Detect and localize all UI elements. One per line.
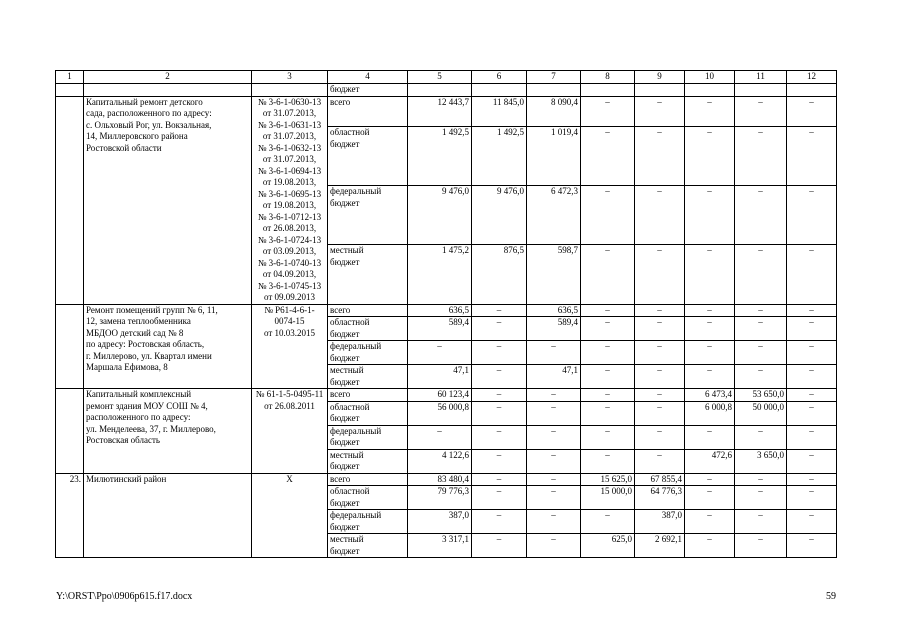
value-cell: – [527, 389, 581, 402]
value-cell: – [635, 186, 685, 245]
footer-file-path: Y:\ORST\Ppo\0906p615.f17.docx [56, 591, 193, 602]
value-cell: 4 122,6 [408, 449, 472, 473]
value-cell: 876,5 [472, 245, 527, 304]
value-cell: – [472, 534, 527, 558]
value-cell: – [685, 317, 735, 341]
budget-category: всего [328, 304, 408, 317]
value-cell: 1 475,2 [408, 245, 472, 304]
value-cell: 625,0 [581, 534, 635, 558]
value-cell: – [635, 365, 685, 389]
value-cell: – [472, 317, 527, 341]
value-cell: 589,4 [408, 317, 472, 341]
value-cell: – [735, 341, 787, 365]
document-ref: № 3-6-1-0630-13 от 31.07.2013, № 3-6-1-0631-13 от 31.07.2013, № 3-6-1-0632-13 от 31.07.2013, № 3-6-1-0694-13 от 19.08.2013, № 3-6-1-0695-13 от 19.08.2013, № 3-6-1-0712-13 от 26.08.2013, № 3-6-1-0724-13 от 03.09.2013, № 3-6-1-0740-13 от 04.09.2013, № 3-6-1-0745-13 от 09.09.2013 [252, 96, 328, 304]
row-number [56, 389, 84, 474]
budget-category: всего [328, 473, 408, 486]
value-cell: – [581, 401, 635, 425]
value-cell: 79 776,3 [408, 486, 472, 510]
budget-category: областной бюджет [328, 127, 408, 186]
budget-category: местный бюджет [328, 534, 408, 558]
value-cell: – [735, 425, 787, 449]
value-cell: – [635, 341, 685, 365]
value-cell: – [685, 486, 735, 510]
value-cell: – [787, 365, 837, 389]
value-cell: 1 492,5 [408, 127, 472, 186]
budget-category: областной бюджет [328, 401, 408, 425]
value-cell: 1 019,4 [527, 127, 581, 186]
value-cell: 15 625,0 [581, 473, 635, 486]
value-cell: – [527, 449, 581, 473]
value-cell [581, 84, 635, 97]
budget-category: местный бюджет [328, 365, 408, 389]
value-cell: – [685, 96, 735, 127]
object-name: Капитальный ремонт детского сада, расположенного по адресу: с. Ольховый Рог, ул. Вокзальная, 14, Миллеровского района Ростовской области [84, 96, 252, 304]
object-name: Милютинский район [84, 473, 252, 558]
value-cell [735, 84, 787, 97]
value-cell: 9 476,0 [408, 186, 472, 245]
budget-category: федеральный бюджет [328, 186, 408, 245]
value-cell: – [787, 510, 837, 534]
row-number [56, 96, 84, 304]
value-cell: – [635, 449, 685, 473]
column-header: 4 [328, 71, 408, 84]
value-cell: 472,6 [685, 449, 735, 473]
budget-table [55, 70, 837, 558]
value-cell: 56 000,8 [408, 401, 472, 425]
value-cell: 9 476,0 [472, 186, 527, 245]
footer-page-number: 59 [826, 591, 836, 602]
value-cell: 8 090,4 [527, 96, 581, 127]
value-cell: – [581, 341, 635, 365]
value-cell: – [735, 534, 787, 558]
value-cell: 3 317,1 [408, 534, 472, 558]
value-cell: – [635, 304, 685, 317]
value-cell: – [472, 510, 527, 534]
value-cell: – [635, 317, 685, 341]
value-cell: – [635, 127, 685, 186]
object-name: Капитальный комплексный ремонт здания МОУ СОШ № 4, расположенного по адресу: ул. Менделеева, 37, г. Миллерово, Ростовская область [84, 389, 252, 474]
value-cell: – [635, 425, 685, 449]
value-cell: 6 473,4 [685, 389, 735, 402]
value-cell: – [787, 341, 837, 365]
value-cell: – [787, 534, 837, 558]
value-cell: 387,0 [635, 510, 685, 534]
value-cell: – [472, 401, 527, 425]
value-cell: – [581, 317, 635, 341]
budget-category: федеральный бюджет [328, 425, 408, 449]
value-cell: – [735, 127, 787, 186]
value-cell: 47,1 [408, 365, 472, 389]
value-cell [472, 84, 527, 97]
value-cell: – [787, 96, 837, 127]
value-cell: 15 000,0 [581, 486, 635, 510]
value-cell: – [685, 186, 735, 245]
value-cell: – [685, 304, 735, 317]
column-header: 1 [56, 71, 84, 84]
value-cell: 53 650,0 [735, 389, 787, 402]
column-header: 11 [735, 71, 787, 84]
value-cell [787, 84, 837, 97]
value-cell: 60 123,4 [408, 389, 472, 402]
value-cell: 3 650,0 [735, 449, 787, 473]
value-cell: – [735, 96, 787, 127]
value-cell: 1 492,5 [472, 127, 527, 186]
table-row [56, 473, 837, 486]
value-cell: – [527, 534, 581, 558]
document-ref: Х [252, 473, 328, 558]
value-cell: – [735, 186, 787, 245]
value-cell: – [581, 510, 635, 534]
value-cell: – [735, 245, 787, 304]
value-cell: 67 855,4 [635, 473, 685, 486]
column-header: 2 [84, 71, 252, 84]
value-cell: – [685, 425, 735, 449]
value-cell: – [527, 425, 581, 449]
value-cell: – [472, 365, 527, 389]
document-ref: № Р61-4-6-1- 0074-15 от 10.03.2015 [252, 304, 328, 389]
value-cell: – [408, 425, 472, 449]
value-cell: – [787, 473, 837, 486]
value-cell: – [527, 510, 581, 534]
column-header: 12 [787, 71, 837, 84]
budget-category: местный бюджет [328, 245, 408, 304]
value-cell: – [735, 317, 787, 341]
budget-category: федеральный бюджет [328, 510, 408, 534]
value-cell [408, 84, 472, 97]
value-cell: 636,5 [527, 304, 581, 317]
value-cell: 387,0 [408, 510, 472, 534]
value-cell: – [527, 341, 581, 365]
value-cell: – [472, 473, 527, 486]
value-cell: – [787, 127, 837, 186]
value-cell [635, 84, 685, 97]
budget-category: федеральный бюджет [328, 341, 408, 365]
value-cell: – [787, 186, 837, 245]
column-header: 5 [408, 71, 472, 84]
value-cell: – [472, 425, 527, 449]
budget-category: всего [328, 96, 408, 127]
column-header: 3 [252, 71, 328, 84]
value-cell: – [581, 96, 635, 127]
value-cell: – [735, 365, 787, 389]
value-cell: – [685, 534, 735, 558]
value-cell: – [581, 449, 635, 473]
value-cell: – [408, 341, 472, 365]
value-cell: 50 000,0 [735, 401, 787, 425]
value-cell [685, 84, 735, 97]
value-cell: – [787, 486, 837, 510]
value-cell: – [685, 341, 735, 365]
value-cell: – [787, 449, 837, 473]
value-cell: – [581, 425, 635, 449]
column-header: 7 [527, 71, 581, 84]
column-header: 9 [635, 71, 685, 84]
value-cell: – [735, 473, 787, 486]
value-cell: – [472, 304, 527, 317]
value-cell: 83 480,4 [408, 473, 472, 486]
table-row [56, 389, 837, 402]
value-cell: 598,7 [527, 245, 581, 304]
value-cell: 636,5 [408, 304, 472, 317]
value-cell: 64 776,3 [635, 486, 685, 510]
value-cell: – [685, 127, 735, 186]
value-cell: 12 443,7 [408, 96, 472, 127]
budget-category: областной бюджет [328, 317, 408, 341]
value-cell: – [581, 127, 635, 186]
value-cell: – [472, 449, 527, 473]
table-row [56, 304, 837, 317]
value-cell: – [735, 510, 787, 534]
value-cell: – [581, 365, 635, 389]
column-header: 6 [472, 71, 527, 84]
column-header: 10 [685, 71, 735, 84]
budget-category: областной бюджет [328, 486, 408, 510]
document-ref [252, 84, 328, 97]
value-cell: – [635, 401, 685, 425]
budget-category: местный бюджет [328, 449, 408, 473]
value-cell: – [527, 486, 581, 510]
value-cell: – [472, 341, 527, 365]
value-cell: – [787, 245, 837, 304]
value-cell: – [581, 186, 635, 245]
table-row [56, 84, 837, 97]
value-cell: 11 845,0 [472, 96, 527, 127]
header-row [56, 71, 837, 84]
value-cell: – [787, 304, 837, 317]
budget-category: бюджет [328, 84, 408, 97]
value-cell: – [527, 473, 581, 486]
value-cell: 589,4 [527, 317, 581, 341]
row-number: 23. [56, 473, 84, 558]
value-cell: – [581, 389, 635, 402]
value-cell: – [787, 425, 837, 449]
document-ref: № 61-1-5-0495-11 от 26.08.2011 [252, 389, 328, 474]
value-cell: 6 000,8 [685, 401, 735, 425]
value-cell: – [581, 245, 635, 304]
value-cell: 6 472,3 [527, 186, 581, 245]
row-number [56, 84, 84, 97]
value-cell: – [527, 401, 581, 425]
value-cell: – [472, 389, 527, 402]
value-cell: – [581, 304, 635, 317]
value-cell: – [635, 245, 685, 304]
object-name [84, 84, 252, 97]
value-cell: – [787, 389, 837, 402]
value-cell: 47,1 [527, 365, 581, 389]
value-cell: – [787, 317, 837, 341]
value-cell: – [735, 486, 787, 510]
value-cell: 2 692,1 [635, 534, 685, 558]
value-cell: – [685, 510, 735, 534]
value-cell: – [472, 486, 527, 510]
value-cell: – [635, 389, 685, 402]
value-cell: – [685, 245, 735, 304]
value-cell: – [685, 365, 735, 389]
row-number [56, 304, 84, 389]
value-cell: – [635, 96, 685, 127]
value-cell: – [735, 304, 787, 317]
value-cell [527, 84, 581, 97]
budget-category: всего [328, 389, 408, 402]
value-cell: – [787, 401, 837, 425]
table-row [56, 96, 837, 127]
object-name: Ремонт помещений групп № 6, 11, 12, замена теплообменника МБДОО детский сад № 8 по адресу: Ростовская область, г. Миллерово, ул. Квартал имени Маршала Ефимова, 8 [84, 304, 252, 389]
value-cell: – [685, 473, 735, 486]
column-header: 8 [581, 71, 635, 84]
